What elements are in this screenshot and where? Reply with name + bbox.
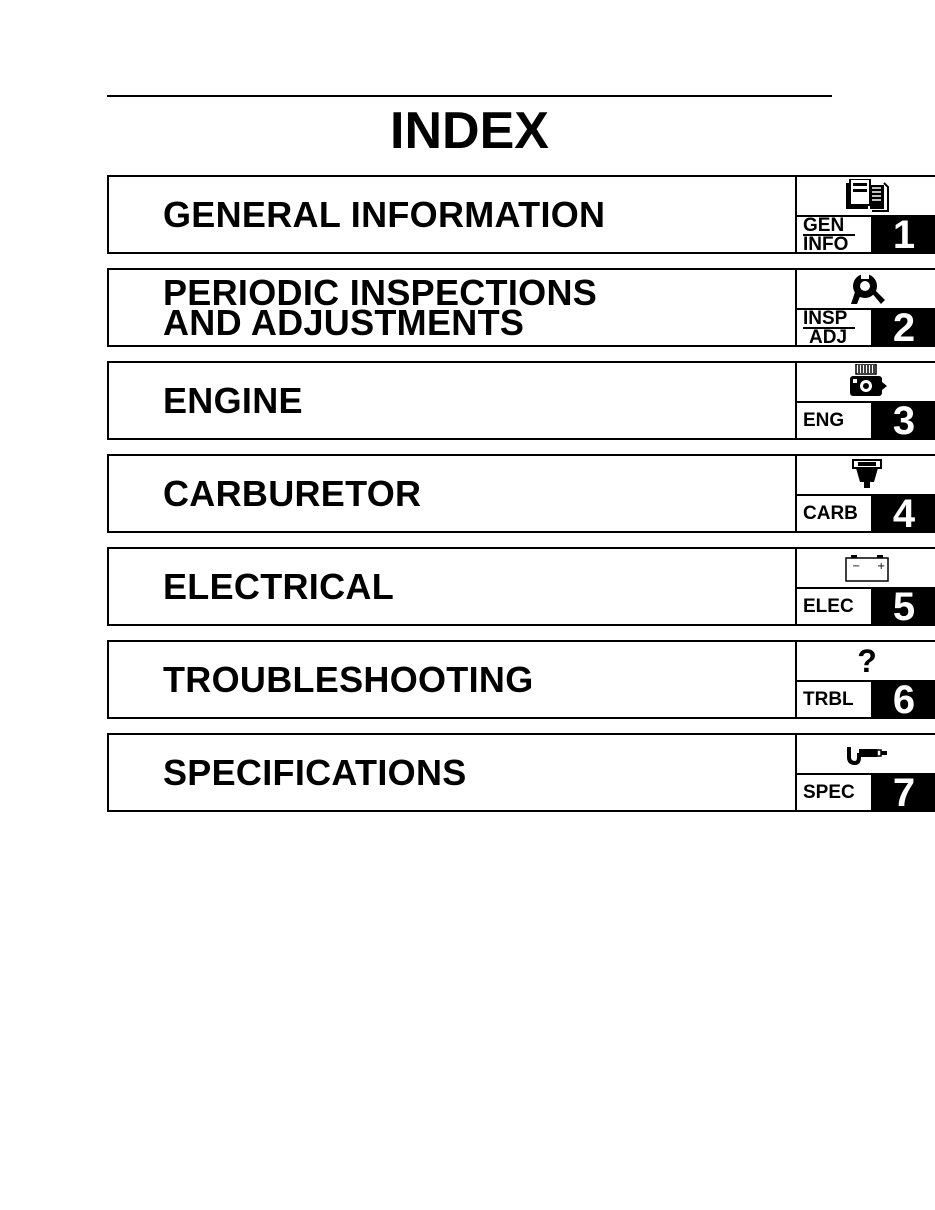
- tab-abbr-line: ADJ: [809, 326, 848, 348]
- battery-minus-label: −: [852, 561, 861, 572]
- tab-abbr-line: INSP: [803, 310, 855, 329]
- tab-abbr-line: ELEC: [803, 596, 854, 617]
- wrench-icon: [847, 272, 887, 306]
- tab-number: 5: [871, 589, 935, 624]
- question-mark-icon: ?: [857, 643, 877, 679]
- section-title-line: AND ADJUSTMENTS: [163, 301, 525, 343]
- section-title: [163, 735, 783, 810]
- section-title: [163, 363, 783, 438]
- section-title-line: ELECTRICAL: [163, 565, 394, 607]
- tab-abbreviation: [803, 682, 867, 717]
- chapter-tab[interactable]: [795, 268, 935, 350]
- tab-abbr-line: CARB: [803, 503, 858, 524]
- book-icon: [844, 179, 890, 213]
- tab-abbreviation: [803, 307, 867, 348]
- section-list: [107, 175, 935, 826]
- tab-abbr-line: INFO: [803, 233, 849, 255]
- tab-abbr-line: SPEC: [803, 782, 855, 803]
- tab-abbr-line: GEN: [803, 217, 855, 236]
- section-title-line: TROUBLESHOOTING: [163, 658, 534, 700]
- carburetor-icon: [850, 458, 884, 492]
- section-title-line: PERIODIC INSPECTIONS: [163, 271, 598, 313]
- tab-abbr-line: ENG: [803, 410, 845, 431]
- section-title: [163, 270, 783, 345]
- section-engine[interactable]: [107, 361, 935, 443]
- chapter-tab[interactable]: [795, 640, 935, 722]
- section-periodic-inspections[interactable]: [107, 268, 935, 350]
- tab-abbreviation: [803, 403, 867, 438]
- chapter-tab[interactable]: [795, 547, 935, 629]
- tab-number: 1: [871, 217, 935, 252]
- battery-icon: [844, 553, 890, 583]
- top-rule: [107, 95, 832, 97]
- section-title-line: ENGINE: [163, 379, 303, 421]
- section-specifications[interactable]: [107, 733, 935, 815]
- battery-plus-label: +: [877, 561, 886, 572]
- section-title: [163, 456, 783, 531]
- tab-number: 2: [871, 310, 935, 345]
- section-title: [163, 642, 783, 717]
- gauge-icon: [845, 741, 889, 767]
- chapter-tab[interactable]: [795, 361, 935, 443]
- section-title-line: SPECIFICATIONS: [163, 751, 467, 793]
- tab-abbreviation: [803, 214, 867, 255]
- section-title-line: CARBURETOR: [163, 472, 422, 514]
- tab-abbreviation: [803, 775, 867, 810]
- tab-abbr-line: TRBL: [803, 689, 854, 710]
- section-title: [163, 177, 783, 252]
- chapter-tab[interactable]: [795, 454, 935, 536]
- section-troubleshooting[interactable]: [107, 640, 935, 722]
- chapter-tab[interactable]: [795, 733, 935, 815]
- section-carburetor[interactable]: [107, 454, 935, 536]
- section-title: [163, 549, 783, 624]
- tab-number: 3: [871, 403, 935, 438]
- tab-abbreviation: [803, 496, 867, 531]
- tab-number: 4: [871, 496, 935, 531]
- section-general-information[interactable]: [107, 175, 935, 257]
- chapter-tab[interactable]: [795, 175, 935, 257]
- section-title-line: GENERAL INFORMATION: [163, 193, 606, 235]
- engine-icon: [846, 364, 888, 400]
- section-electrical[interactable]: [107, 547, 935, 629]
- page-title: INDEX: [390, 102, 549, 160]
- tab-number: 7: [871, 775, 935, 810]
- tab-abbreviation: [803, 589, 867, 624]
- tab-number: 6: [871, 682, 935, 717]
